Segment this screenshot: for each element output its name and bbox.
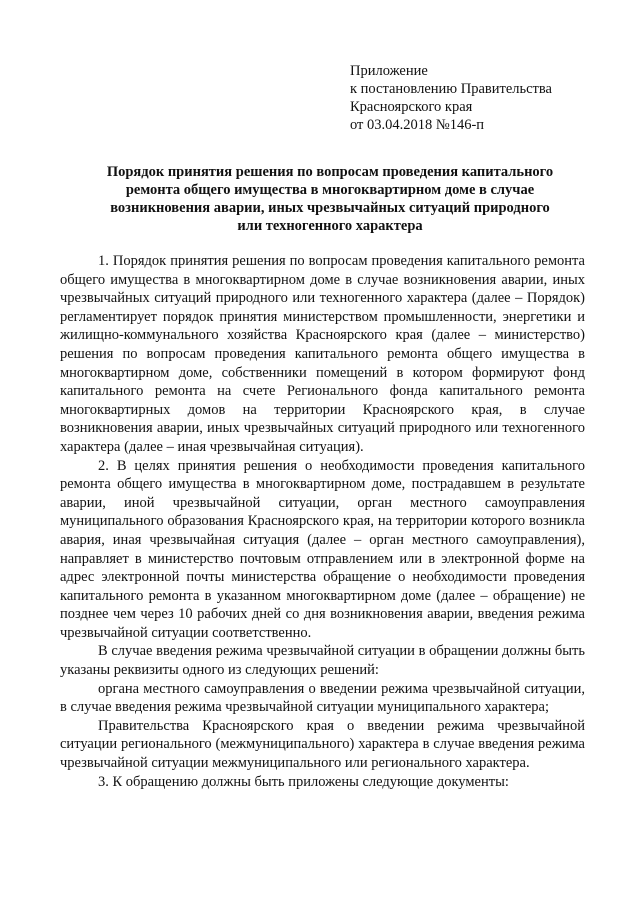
- paragraph-5: Правительства Красноярского края о введении режима чрезвычайной ситуации регионального (межмуниципального) характера в случае введения режима чрезвычайной ситуации межмуниципального или регионального характера.: [60, 717, 585, 772]
- appendix-region-line: Красноярского края: [350, 99, 473, 115]
- paragraph-4: органа местного самоуправления о введении режима чрезвычайной ситуации, в случае введения режима чрезвычайной ситуации муниципального характера;: [60, 680, 585, 716]
- paragraph-6: 3. К обращению должны быть приложены следующие документы:: [98, 773, 509, 790]
- document-title: [70, 163, 590, 235]
- appendix-resolution-line: к постановлению Правительства: [350, 81, 552, 97]
- appendix-date-number: от 03.04.2018 №146-п: [350, 117, 485, 133]
- title-line-3: возникновения аварии, иных чрезвычайных ситуаций природного: [110, 200, 550, 216]
- document-body: [60, 252, 585, 791]
- paragraph-2: 2. В целях принятия решения о необходимости проведения капитального ремонта общего имущества в многоквартирном доме, пострадавшем в результате аварии, иной чрезвычайной ситуации, орган местного самоуправления муниципального образования Красноярского края, на территории которого возникла авария, иная чрезвычайная ситуация (далее – орган местного самоуправления), направляет в министерство почтовым отправлением или в электронной форме на адрес электронной почты министерства обращение о необходимости проведения капитального ремонта в указанном многоквартирном доме (далее – обращение) не позднее чем через 10 рабочих дней со дня возникновения аварии, введения режима чрезвычайной ситуации соответственно.: [60, 457, 585, 641]
- title-line-1: Порядок принятия решения по вопросам проведения капитального: [106, 164, 554, 180]
- appendix-label: Приложение: [350, 63, 428, 79]
- appendix-header: [350, 62, 552, 134]
- paragraph-3: В случае введения режима чрезвычайной ситуации в обращении должны быть указаны реквизиты одного из следующих решений:: [60, 643, 585, 679]
- paragraph-1: 1. Порядок принятия решения по вопросам проведения капитального ремонта общего имущества в многоквартирном доме в случае возникновения аварии, иных чрезвычайных ситуаций природного или техногенного характера (далее – Порядок) регламентирует порядок принятия министерством промышленности, энергетики и жилищно-коммунального хозяйства Красноярского края (далее – министерство) решения по вопросам проведения капитального ремонта общего имущества в многоквартирном доме, собственники помещений в котором формируют фонд капитального ремонта на счете Регионального фонда капитального ремонта многоквартирных домов на территории Красноярского края, в случае возникновения аварии, иных чрезвычайных ситуаций природного или техногенного характера (далее – иная чрезвычайная ситуация).: [60, 253, 585, 455]
- title-line-2: ремонта общего имущества в многоквартирном доме в случае: [125, 182, 535, 198]
- title-line-4: или техногенного характера: [237, 218, 423, 234]
